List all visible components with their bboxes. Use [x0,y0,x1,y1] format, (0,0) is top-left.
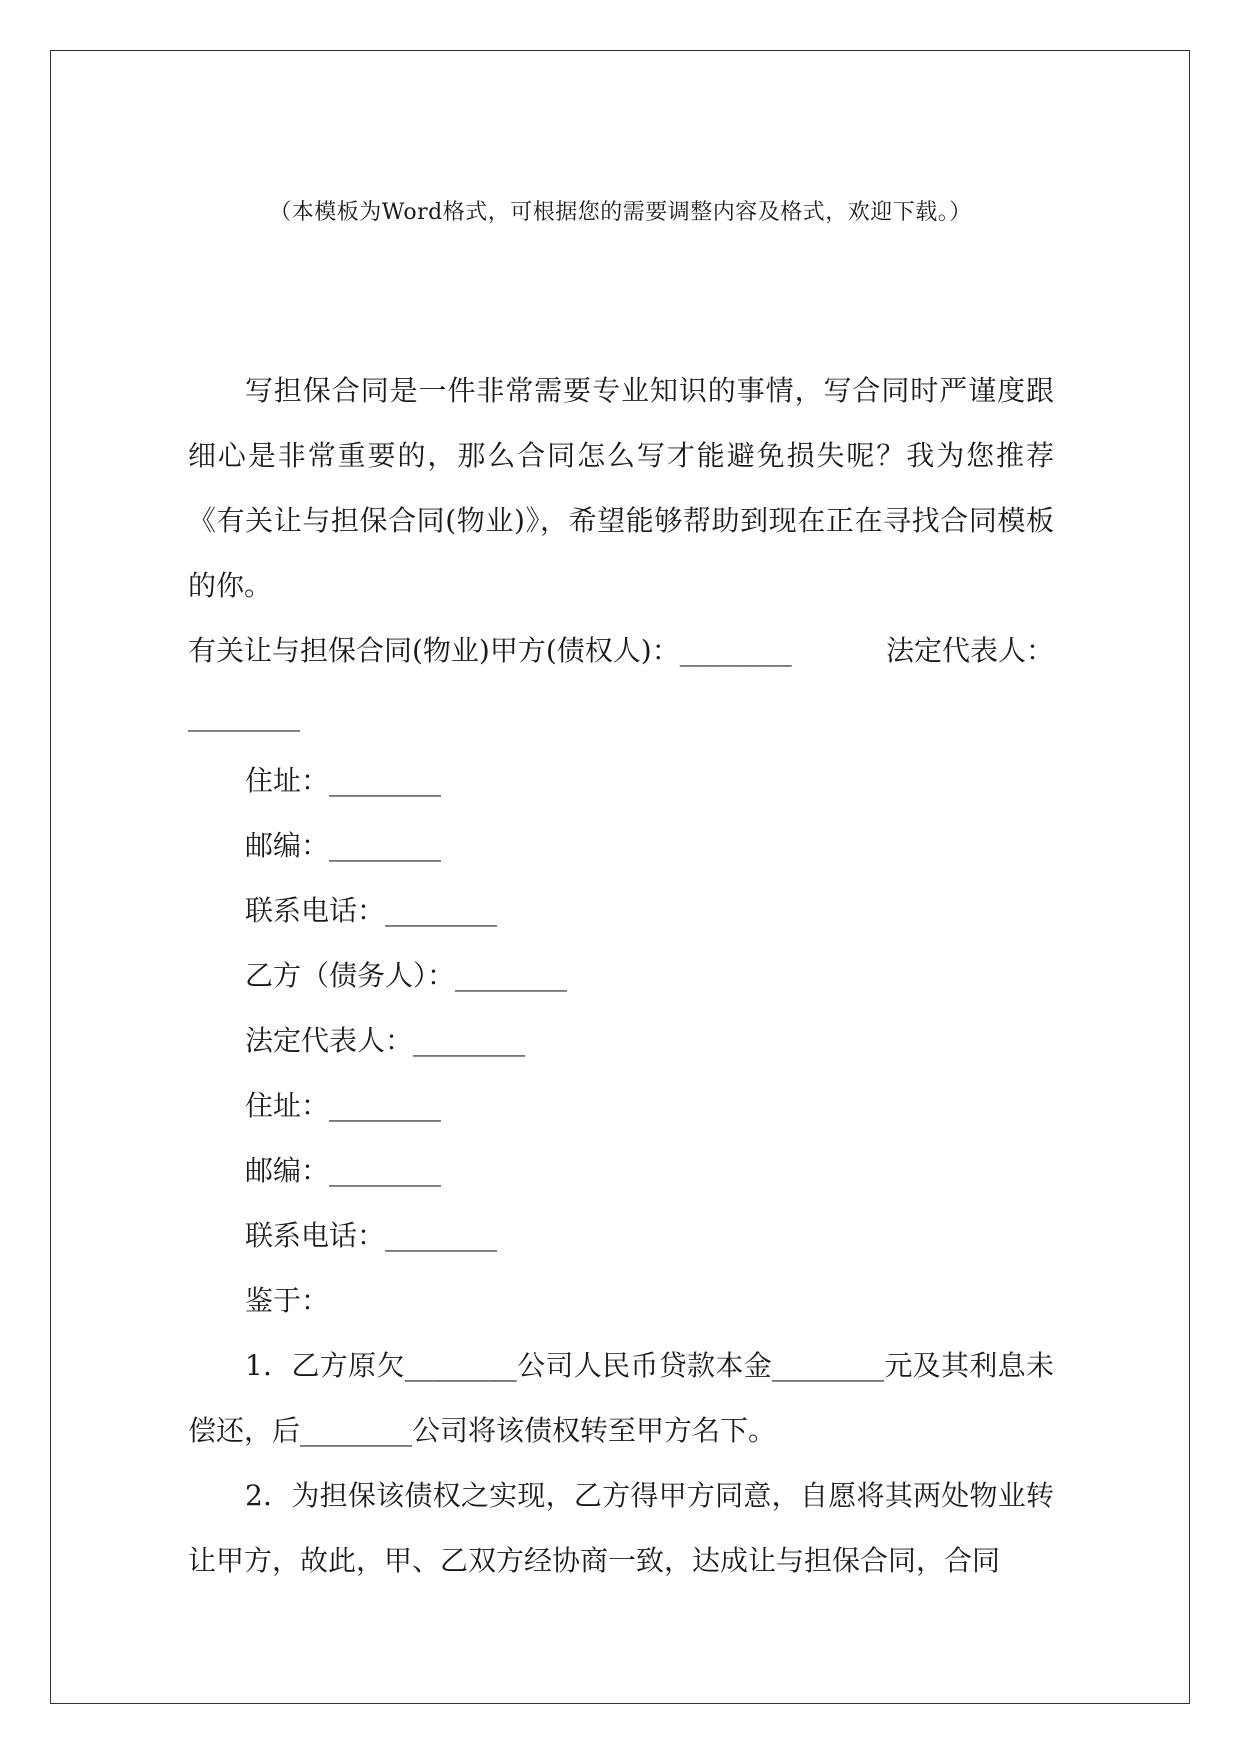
document-body [188,358,1054,1593]
clause-2: 2．为担保该债权之实现，乙方得甲方同意，自愿将其两处物业转让甲方，故此，甲、乙双方经协商一致，达成让与担保合同，合同 [188,1479,1054,1577]
party-b-label: 乙方（债务人）：________ [245,959,568,992]
template-note: （本模板为Word格式，可根据您的需要调整内容及格式，欢迎下载。） [269,200,972,225]
party-a-address: 住址：________ [245,764,442,797]
whereas-label: 鉴于： [245,1284,330,1317]
party-a-rep-label: 法定代表人： [885,634,1054,667]
intro-paragraph: 写担保合同是一件非常需要专业知识的事情，写合同时严谨度跟细心是非常重要的，那么合同怎么写才能避免损失呢？我为您推荐《有关让与担保合同(物业)》，希望能够帮助到现在正在寻找合同模板的你。 [188,374,1054,602]
party-a-rep-blank: ________ [188,699,300,732]
party-a-line [188,618,1054,683]
party-a-phone: 联系电话：________ [245,894,498,927]
party-b-phone: 联系电话：________ [245,1219,498,1252]
party-b-postcode: 邮编：________ [245,1154,442,1187]
party-b-address: 住址：________ [245,1089,442,1122]
party-a-postcode: 邮编：________ [245,829,442,862]
clause-1: 1．乙方原欠________公司人民币贷款本金________元及其利息未偿还，后________公司将该债权转至甲方名下。 [188,1349,1054,1447]
party-b-rep: 法定代表人：________ [245,1024,526,1057]
party-a-label: 有关让与担保合同(物业)甲方(债权人)：________ [188,634,792,667]
